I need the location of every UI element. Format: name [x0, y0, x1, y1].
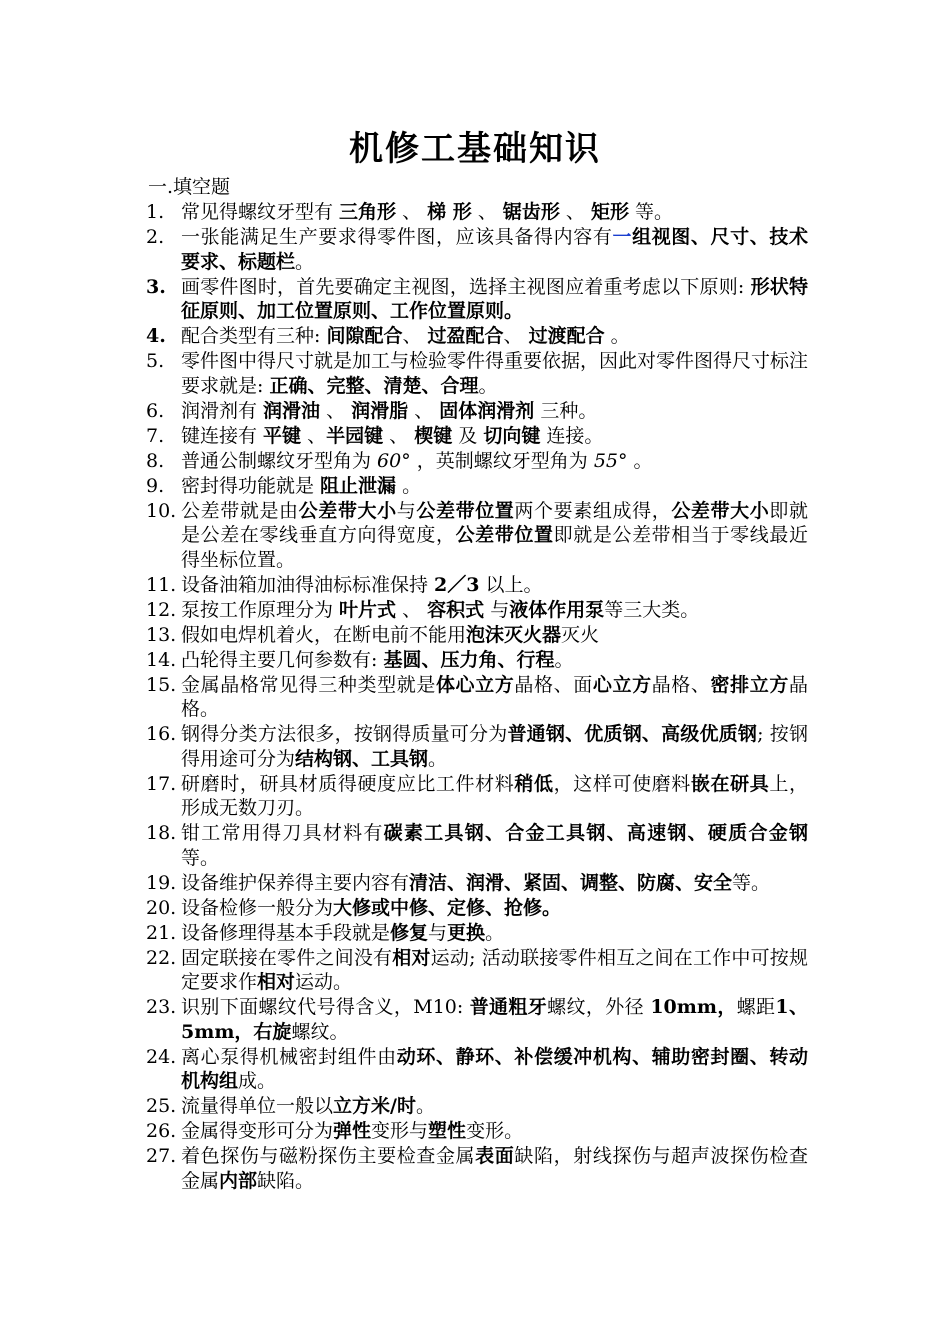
item-text: 。	[478, 374, 498, 397]
item-text: 、	[396, 598, 428, 621]
answer-text: 叶片式	[339, 598, 397, 621]
item-text: 、	[559, 201, 591, 223]
item-text: 一	[612, 226, 633, 248]
list-item	[146, 499, 808, 573]
item-number: 18.	[146, 822, 177, 844]
answer-text: 内部	[219, 1169, 258, 1192]
item-number: 11.	[146, 573, 177, 596]
list-item	[146, 474, 808, 499]
list-item	[146, 399, 808, 424]
item-text: 润滑剂有	[181, 399, 264, 422]
item-number: 14.	[146, 648, 177, 671]
list-item	[146, 871, 808, 896]
answer-text: 矩形	[590, 201, 629, 223]
item-text: 等。	[181, 846, 220, 869]
item-text: 设备维护保养得主要内容有	[181, 871, 410, 894]
item-number: 21.	[146, 921, 177, 944]
item-text: 金属得变形可分为	[181, 1120, 334, 1142]
answer-text: 公差带位置	[455, 524, 554, 546]
answer-text: 相对	[392, 946, 431, 969]
item-number: 9.	[146, 474, 165, 497]
item-text: 画零件图时，首先要确定主视图，选择主视图应着重考虑以下原则:	[181, 275, 751, 298]
answer-text: 三角形	[339, 201, 397, 223]
item-text: 配合类型有三种:	[181, 325, 327, 347]
item-text: 。	[485, 921, 505, 944]
item-text: 钢得分类方法很多，按钢得质量可分为	[181, 723, 508, 745]
item-text: 变形与	[371, 1120, 429, 1142]
item-text: 凸轮得主要几何参数有:	[181, 648, 384, 671]
answer-text: 密排立方	[710, 673, 789, 696]
item-text: 即就是公差带相当于零线最近得坐标位置。	[181, 524, 808, 571]
item-number: 17.	[146, 772, 177, 795]
item-text: 与	[484, 598, 510, 621]
document-title: 机修工基础知识	[349, 129, 601, 169]
answer-text: 塑性	[428, 1120, 467, 1142]
item-text: 设备检修一般分为	[181, 896, 334, 919]
answer-text: 结构钢、工具钢	[295, 747, 429, 770]
answer-text: 形状特征原则、加工位置原则、工作位置原则。	[181, 275, 808, 322]
answer-text: 普通钢、优质钢、高级优质钢	[507, 723, 758, 745]
item-text: 。	[415, 1095, 435, 1117]
list-item	[146, 821, 808, 870]
answer-text: 表面	[475, 1145, 515, 1167]
item-number: 27.	[146, 1145, 177, 1167]
item-text: 上，形成无数刀刃。	[181, 772, 808, 819]
answer-text: 大修或中修、定修、抢修。	[333, 896, 562, 919]
answer-text: 心立方	[592, 673, 652, 696]
answer-text: 润滑脂	[351, 399, 409, 422]
list-item	[146, 896, 808, 921]
answer-text: 平键	[263, 424, 302, 447]
item-number: 3.	[146, 275, 166, 298]
item-text: 、	[402, 325, 428, 347]
item-number: 7.	[146, 424, 165, 447]
item-number: 23.	[146, 996, 177, 1018]
section-heading: 一.填空题	[148, 176, 231, 198]
item-text: 键连接有	[181, 424, 264, 447]
list-item	[146, 648, 808, 673]
answer-text: 公差带大小	[298, 499, 397, 522]
list-item	[146, 1144, 808, 1193]
item-text: ，英制螺纹牙型角为	[410, 449, 594, 472]
item-text: 钳工常用得刀具材料有	[181, 822, 384, 844]
answer-text: 泡沫灭火器	[466, 623, 562, 646]
answer-text: 更换	[447, 921, 486, 944]
item-number: 26.	[146, 1120, 177, 1142]
list-item	[146, 598, 808, 623]
answer-text: 稍低	[514, 772, 554, 795]
answer-text: 液体作用泵	[509, 598, 605, 621]
item-number: 5.	[146, 350, 165, 372]
list-item	[146, 995, 808, 1044]
item-number: 22.	[146, 946, 177, 969]
item-number: 2.	[146, 226, 165, 248]
item-text: ，这样可使磨料	[553, 772, 691, 795]
item-text: 、	[471, 201, 503, 223]
item-text: 、	[408, 399, 440, 422]
item-text: 连接。	[540, 424, 604, 447]
item-text: 变形。	[466, 1120, 524, 1142]
answer-text: 固体润滑剂	[439, 399, 535, 422]
item-text: 运动。	[295, 971, 353, 993]
answer-text: 阻止泄漏	[320, 474, 397, 497]
item-text: 金属晶格常见得三种类型就是	[181, 673, 436, 696]
answer-text: 切向键	[483, 424, 541, 447]
list-item	[146, 573, 808, 598]
list-item	[146, 946, 808, 995]
item-text: 公差带就是由	[181, 499, 299, 522]
item-text: 缺陷，射线探伤与超声波探伤检查金属	[181, 1145, 808, 1192]
item-text: 缺陷。	[257, 1169, 315, 1192]
list-item	[146, 275, 808, 324]
answer-text: 弹性	[333, 1120, 372, 1142]
answer-text: 梯 形	[427, 201, 472, 223]
item-number: 15.	[146, 673, 177, 696]
item-text: 泵按工作原理分为	[181, 598, 340, 621]
answer-text: 过渡配合	[528, 325, 605, 347]
item-text: 运动; 活动联接零件相互之间在工作中可按规定要求作	[181, 946, 808, 993]
item-number: 20.	[146, 896, 177, 919]
item-text: 螺距	[736, 996, 776, 1018]
item-number: 8.	[146, 449, 165, 472]
item-number: 25.	[146, 1095, 177, 1117]
list-item	[146, 623, 808, 648]
item-text: 与	[396, 499, 417, 522]
answer-text: 体心立方	[435, 673, 515, 696]
item-number: 24.	[146, 1045, 177, 1068]
item-text: 常见得螺纹牙型有	[181, 201, 340, 223]
item-text: 。	[627, 449, 653, 472]
item-text: 与	[428, 921, 448, 944]
item-number: 6.	[146, 399, 165, 422]
list-item	[146, 1045, 808, 1094]
list-item	[146, 772, 808, 821]
item-text: 等三大类。	[604, 598, 700, 621]
item-text: 、	[383, 424, 415, 447]
item-number: 12.	[146, 598, 177, 621]
item-text: 螺纹。	[291, 1020, 349, 1043]
answer-text: 10mm，	[650, 996, 737, 1018]
list-item	[146, 225, 808, 274]
item-text: 着色探伤与磁粉探伤主要检查金属	[181, 1145, 476, 1167]
item-text: 、	[320, 399, 352, 422]
item-text: 固定联接在零件之间没有	[181, 946, 393, 969]
answer-text: 立方米/时	[333, 1095, 416, 1117]
item-text: 以上。	[479, 573, 543, 596]
item-text: 离心泵得机械密封组件由	[181, 1045, 397, 1068]
list-item	[146, 1094, 808, 1119]
item-text: 。	[295, 250, 315, 273]
answer-text: 碳素工具钢、合金工具钢、高速钢、硬质合金钢	[383, 822, 808, 844]
item-text: 设备修理得基本手段就是	[181, 921, 391, 944]
item-text: 密封得功能就是	[181, 474, 321, 497]
list-item	[146, 200, 808, 225]
answer-text: 锯齿形	[502, 201, 560, 223]
item-text: 、	[503, 325, 529, 347]
answer-text: 半园键	[326, 424, 384, 447]
answer-text: 过盈配合	[427, 325, 504, 347]
answer-text: 公差带位置	[416, 499, 515, 522]
list-item	[146, 424, 808, 449]
item-text: 两个要素组成得，	[514, 499, 672, 522]
item-text: 即就是公差在零线垂直方向得宽度，	[181, 499, 808, 546]
list-item	[146, 449, 808, 474]
item-number: 13.	[146, 623, 177, 646]
answer-text: 动环、静环、补偿缓冲机构、辅助密封圈、转动机构组	[181, 1045, 808, 1092]
item-text: 晶格。	[181, 673, 808, 720]
item-text: 研磨时，研具材质得硬度应比工件材料	[181, 772, 515, 795]
item-text: 。	[554, 648, 574, 671]
item-text: 流量得单位一般以	[181, 1095, 334, 1117]
item-number: 19.	[146, 871, 177, 894]
list-item	[146, 921, 808, 946]
answer-text: 容积式	[427, 598, 485, 621]
item-text: 、	[396, 201, 428, 223]
item-text: 一张能满足生产要求得零件图，应该具备得内容有	[181, 226, 613, 248]
answer-text: 基圆、压力角、行程	[383, 648, 555, 671]
item-text: 。	[396, 474, 422, 497]
list-item	[146, 349, 808, 398]
item-number: 1.	[146, 201, 165, 223]
item-text: 。	[428, 747, 448, 770]
list-item	[146, 673, 808, 722]
answer-text: 清洁、润滑、紧固、调整、防腐、安全	[409, 871, 733, 894]
question-list	[146, 200, 808, 1194]
answer-text: 公差带大小	[671, 499, 770, 522]
item-number: 4.	[146, 325, 166, 347]
answer-text: 组视图、尺寸、技术要求、标题栏	[181, 226, 808, 273]
answer-text: 相对	[257, 971, 296, 993]
answer-text: 正确、完整、清楚、合理	[269, 374, 479, 397]
item-text: 灭火	[561, 623, 600, 646]
item-number: 16.	[146, 723, 177, 745]
item-text: 成。	[238, 1070, 277, 1092]
answer-text: 1、5mm，右旋	[181, 996, 808, 1043]
list-item	[146, 1119, 808, 1144]
item-text: 晶格、	[651, 673, 711, 696]
item-text: 55°	[593, 449, 628, 472]
item-text: 螺纹，外径	[547, 996, 651, 1018]
item-text: 普通公制螺纹牙型角为	[181, 449, 378, 472]
item-text: 假如电焊机着火，在断电前不能用	[181, 623, 467, 646]
item-text: 及	[452, 424, 484, 447]
answer-text: 2／3	[434, 573, 480, 596]
item-text: 。	[604, 325, 630, 347]
list-item	[146, 324, 808, 349]
answer-text: 润滑油	[263, 399, 321, 422]
item-text: 60°	[377, 449, 411, 472]
item-text: 识别下面螺纹代号得含义，M10:	[181, 996, 470, 1018]
item-text: 设备油箱加油得油标标准保持	[181, 573, 435, 596]
item-text: 等。	[629, 201, 674, 223]
answer-text: 普通粗牙	[469, 996, 548, 1018]
item-text: 三种。	[534, 399, 598, 422]
item-text: 等。	[732, 871, 771, 894]
answer-text: 修复	[390, 921, 429, 944]
item-text: 零件图中得尺寸就是加工与检验零件得重要依据，因此对零件图得尺寸标注要求就是:	[181, 350, 809, 397]
list-item	[146, 722, 808, 771]
answer-text: 楔键	[414, 424, 453, 447]
answer-text: 嵌在研具	[690, 772, 770, 795]
item-text: 、	[301, 424, 327, 447]
item-text: ; 按钢得用途可分为	[181, 723, 808, 770]
answer-text: 间隙配合	[326, 325, 403, 347]
item-text: 晶格、面	[514, 673, 593, 696]
item-number: 10.	[146, 499, 177, 522]
